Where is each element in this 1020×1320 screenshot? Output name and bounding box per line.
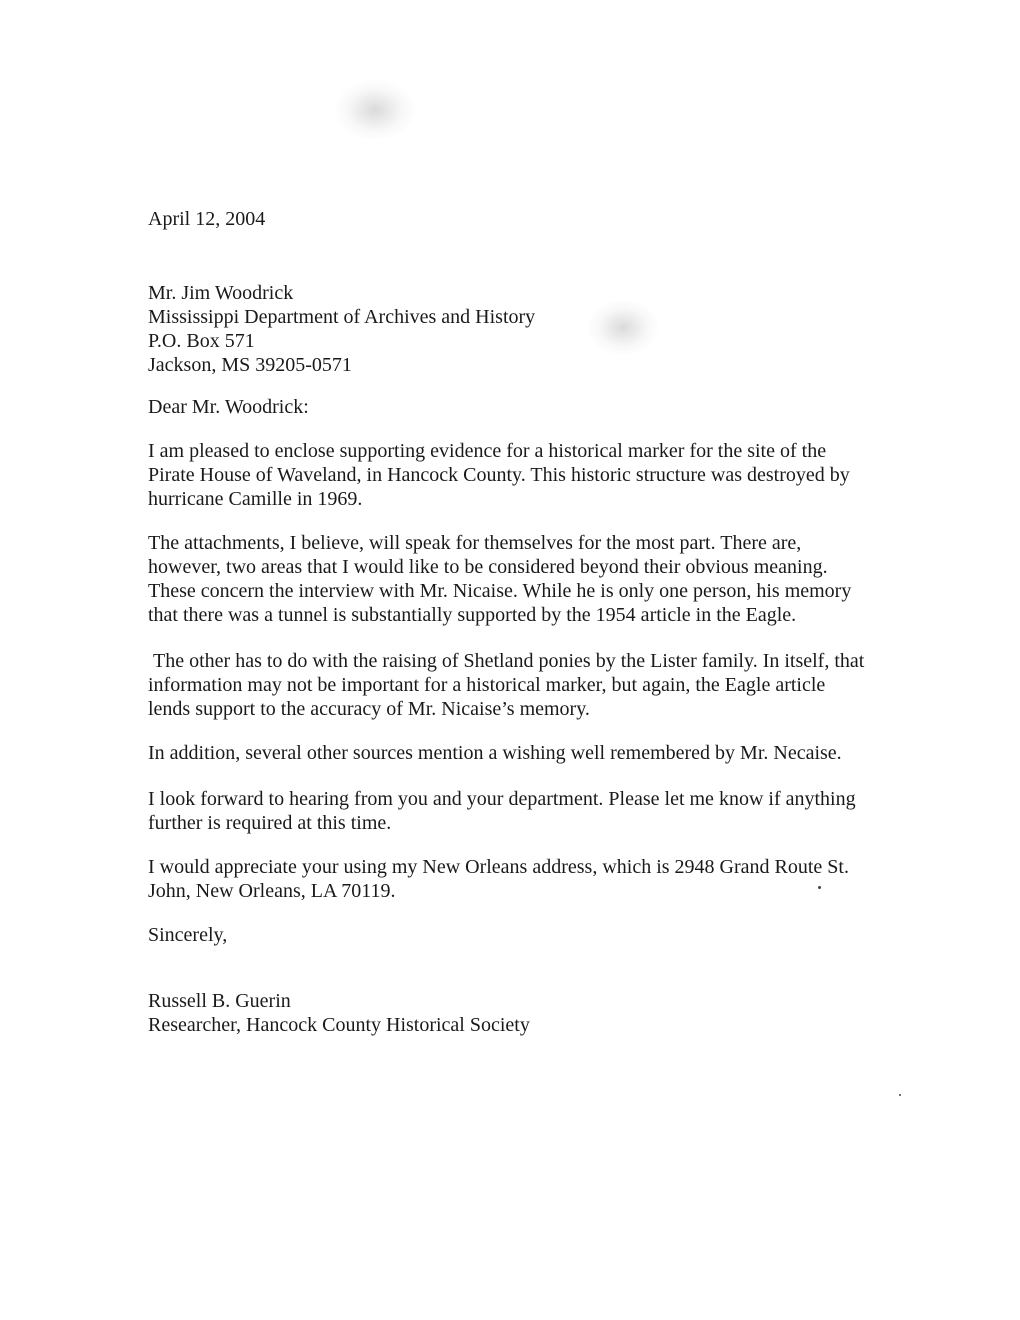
paragraph-line: I would appreciate your using my New Orleans address, which is 2948 Grand Route St. — [148, 856, 849, 878]
paragraph-line: further is required at this time. — [148, 812, 392, 834]
letter-body — [148, 207, 868, 1037]
paragraph-2 — [148, 531, 868, 627]
paragraph-line: lends support to the accuracy of Mr. Nicaise’s memory. — [148, 698, 590, 720]
paragraph-line: The other has to do with the raising of Shetland ponies by the Lister family. In itself, that — [153, 650, 865, 672]
signer-name: Russell B. Guerin — [148, 990, 291, 1012]
paragraph-line: In addition, several other sources mention a wishing well remembered by Mr. Necaise. — [148, 742, 842, 764]
paragraph-line: however, two areas that I would like to be considered beyond their obvious meaning. — [148, 556, 828, 578]
paragraph-line: These concern the interview with Mr. Nicaise. While he is only one person, his memory — [148, 580, 852, 602]
paragraph-line: I am pleased to enclose supporting evidence for a historical marker for the site of the — [148, 440, 827, 462]
paragraph-line: information may not be important for a historical marker, but again, the Eagle article — [148, 674, 826, 696]
signer-title: Researcher, Hancock County Historical Society — [148, 1014, 530, 1036]
paragraph-line: hurricane Camille in 1969. — [148, 488, 363, 510]
paragraph-4 — [148, 741, 868, 765]
signature-block — [148, 989, 868, 1037]
scan-speck — [899, 1094, 901, 1096]
letter-date: April 12, 2004 — [148, 208, 266, 230]
paragraph-1 — [148, 439, 868, 511]
paragraph-5 — [148, 787, 868, 835]
recipient-name: Mr. Jim Woodrick — [148, 282, 294, 304]
paragraph-6 — [148, 855, 868, 903]
paragraph-line: The attachments, I believe, will speak for themselves for the most part. There are, — [148, 532, 802, 554]
paragraph-line: John, New Orleans, LA 70119. — [148, 880, 396, 902]
recipient-city: Jackson, MS 39205-0571 — [148, 354, 352, 376]
paragraph-3 — [148, 649, 868, 721]
scan-smudge-top — [335, 80, 415, 140]
closing: Sincerely, — [148, 924, 228, 946]
paragraph-line: I look forward to hearing from you and your department. Please let me know if anything — [148, 788, 856, 810]
recipient-organization: Mississippi Department of Archives and History — [148, 306, 536, 328]
salutation: Dear Mr. Woodrick: — [148, 396, 309, 418]
paragraph-line: that there was a tunnel is substantially supported by the 1954 article in the Eagle. — [148, 604, 797, 626]
recipient-address — [148, 281, 868, 377]
recipient-po-box: P.O. Box 571 — [148, 330, 255, 352]
paragraph-line: Pirate House of Waveland, in Hancock County. This historic structure was destroyed by — [148, 464, 850, 486]
